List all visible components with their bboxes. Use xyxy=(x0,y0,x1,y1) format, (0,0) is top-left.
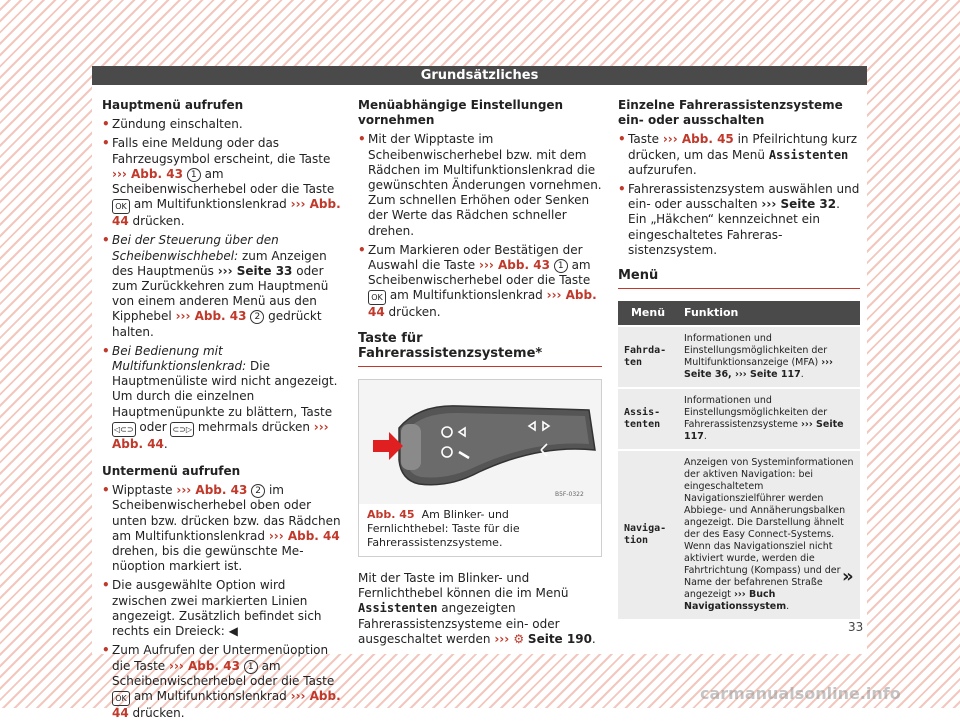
column-3 xyxy=(618,98,860,619)
figure-code: B5F-0322 xyxy=(555,491,584,499)
list-item: • Fahrerassistenzsystem auswählen und ein- oder ausschalten ››› Seite 32. Ein „Häkchen“ kennzeichnet ein eingeschaltetes Fahrerassistenzsystem. xyxy=(618,182,860,258)
table-row: Navigation Anzeigen von Systeminformationen der aktiven Navigation: bei eingeschaltetem Navigationszielführer werden Abbiege- und Annäherungsbalken angezeigt. Die Darstellung ähnelt der des Easy Connect-Systems. Wenn das Navigationsziel nicht aktiviert wurde, werden die Fahrtrichtung (Kompass) und der Name der befahrenen Straße angezeigt ››› Buch Navigationssystem. xyxy=(618,450,860,619)
ok-key-icon: OK xyxy=(112,199,130,214)
scroll-right-key-icon: ⊂⊃▷ xyxy=(170,422,194,437)
ref-link[interactable]: ››› Abb. 44 xyxy=(112,197,341,229)
ref-link[interactable]: ››› Abb. 43 xyxy=(175,309,247,324)
ref-link[interactable]: ››› Seite 36, ››› Seite 117 xyxy=(684,357,833,381)
driver-assist-icon: ⚙ xyxy=(513,631,525,646)
list-item: • Taste ››› Abb. 45 in Pfeilrichtung kurz drücken, um das Menü Assistenten aufzurufen. xyxy=(618,132,860,178)
ref-link[interactable]: ››› Seite 117 xyxy=(684,419,844,443)
ok-key-icon: OK xyxy=(112,691,130,706)
ref-link[interactable]: ››› Abb. 44 xyxy=(112,688,341,720)
ref-link[interactable]: ››› Seite 33 xyxy=(217,263,293,278)
number-circle: 1 xyxy=(187,168,201,182)
triangle-left-icon: ◀ xyxy=(228,624,238,639)
ref-link[interactable]: ››› xyxy=(494,631,514,646)
list-item: • Falls eine Meldung oder das Fahrzeugsymbol erscheint, die Taste ››› Abb. 43 1 am Scheibenwischerhebel oder die Taste OK am Multifunktionslenkrad ››› Abb. 44 drücken. xyxy=(102,136,342,229)
ref-link[interactable]: ››› Seite 32 xyxy=(761,197,837,212)
lever-illustration xyxy=(359,380,601,504)
table-row: Fahrdaten Informationen und Einstellungsmöglichkeiten der Multifunktionsanzeige (MFA) ››› Seite 36, ››› Seite 117. xyxy=(618,326,860,388)
list-item: • Zum Markieren oder Bestätigen der Auswahl die Taste ››› Abb. 43 1 am Scheibenwischerhebel oder die Taste OK am Multifunktionslenkrad ››› Abb. 44 drücken. xyxy=(358,243,602,321)
ok-key-icon: OK xyxy=(368,290,386,305)
number-circle: 1 xyxy=(244,660,258,674)
ref-link[interactable]: ››› Abb. 45 xyxy=(662,132,734,147)
ref-link[interactable]: ››› Abb. 44 xyxy=(268,528,340,543)
section-title: Taste für Fahrerassistenzsysteme* xyxy=(358,331,602,367)
ref-link[interactable]: ››› Abb. 43 xyxy=(112,166,183,181)
section-title: Menü xyxy=(618,268,860,289)
heading-einstellungen: Menüabhängige Einstellungen vornehmen xyxy=(358,98,564,128)
ref-link[interactable]: ››› Abb. 44 xyxy=(368,288,597,320)
column-2 xyxy=(358,98,602,647)
heading-hauptmenu: Hauptmenü aufrufen xyxy=(102,98,244,112)
ref-link[interactable]: ››› Abb. 43 xyxy=(169,658,240,673)
ref-link[interactable]: ››› Abb. 44 xyxy=(112,419,329,451)
scroll-left-key-icon: ◁⊂⊃ xyxy=(112,422,136,437)
ref-link[interactable]: ››› Buch Navigationssystem xyxy=(684,589,787,613)
menu-table xyxy=(618,301,860,619)
number-circle: 2 xyxy=(251,484,265,498)
heading-einzelne: Einzelne Fahrerassistenzsysteme ein- oder ausschalten xyxy=(618,98,843,128)
list-item: • Bei Bedienung mit Multifunktionslenkrad: Die Hauptmenüliste wird nicht angezeigt. Um durch die einzelnen Hauptmenüpunkte zu blättern, Taste ◁⊂⊃ oder ⊂⊃▷ mehrmals drücken ››› Abb. 44. xyxy=(102,344,342,452)
heading-untermenu: Untermenü aufrufen xyxy=(102,464,241,479)
number-circle: 1 xyxy=(554,259,568,273)
list-item: • Zum Aufrufen der Untermenüoption die Taste ››› Abb. 43 1 am Scheibenwischerhebel oder die Taste OK am Multifunktionslenkrad ››› Abb. 44 drücken. xyxy=(102,643,342,721)
paragraph: Mit der Taste im Blinker- und Fernlichthebel können die im Menü Assistenten angezeigten Fahrerassistenzsysteme ein- oder ausgeschaltet werden ››› ⚙ Seite 190. xyxy=(358,571,596,646)
watermark: carmanualsonline.info xyxy=(700,684,901,703)
list-item: • Bei der Steuerung über den Scheibenwischhebel: zum Anzeigen des Hauptmenüs ››› Seite 33 oder zum Zurückkehren zum Hauptmenü von einem anderen Menü aus den Kipphebel ››› Abb. 43 2 gedrückt halten. xyxy=(102,233,342,339)
continued-marker: » xyxy=(842,566,854,587)
table-header: Funktion xyxy=(678,301,860,326)
ref-link[interactable]: ››› Abb. 43 xyxy=(479,258,550,273)
number-circle: 2 xyxy=(250,310,264,324)
list-item: • Mit der Wipptaste im Scheibenwischerhebel bzw. mit dem Rädchen im Multifunktionslenkrad die gewünschten Änderungen vornehmen. Zum schnellen Erhöhen oder Senken der Werte das Rädchen schneller drehen. xyxy=(358,132,602,238)
list-item: • Zündung einschalten. xyxy=(102,117,342,132)
page-number: 33 xyxy=(848,620,864,634)
figure-45 xyxy=(358,379,602,557)
page-header: Grundsätzliches xyxy=(92,66,867,85)
list-item: • Die ausgewählte Option wird zwischen zwei markierten Linien angezeigt. Zusätzlich befindet sich rechts ein Dreieck: ◀ xyxy=(102,578,342,639)
table-header: Menü xyxy=(618,301,678,326)
table-row: Assistenten Informationen und Einstellungsmöglichkeiten der Fahrerassistenzsysteme ››› Seite 117. xyxy=(618,388,860,450)
column-1 xyxy=(102,98,342,725)
figure-caption: Abb. 45 Am Blinker- und Fernlichthebel: Taste für die Fahrerassistenzsysteme. xyxy=(367,508,520,550)
list-item: • Wipptaste ››› Abb. 43 2 im Scheibenwischerhebel oben oder unten bzw. drücken bzw. das Rädchen am Multifunktionslenkrad ››› Abb. 44 drehen, bis die gewünschte Menüoption markiert ist. xyxy=(102,483,342,574)
ref-link[interactable]: ››› Abb. 43 xyxy=(176,483,248,498)
